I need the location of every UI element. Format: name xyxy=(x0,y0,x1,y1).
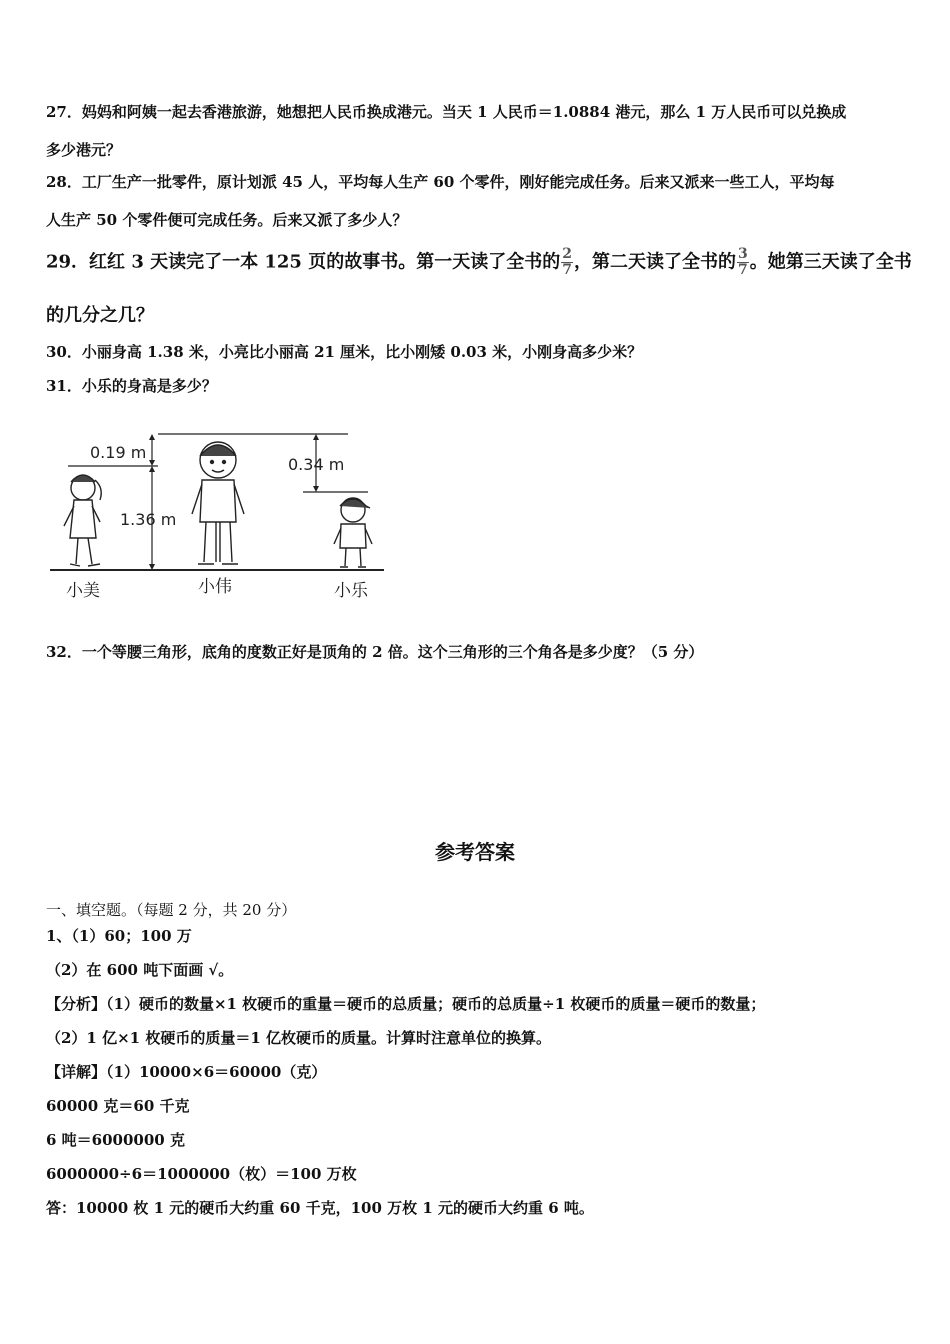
xiaomei-figure xyxy=(64,475,101,566)
q30: 30．小丽身高 1.38 米，小亮比小丽高 21 厘米，比小刚矮 0.03 米，小刚身高多少米？ xyxy=(46,343,643,361)
q29-line2: 的几分之几？ xyxy=(46,305,154,326)
label-034: 0.34 m xyxy=(288,455,345,474)
analysis-line2: （2）1 亿×1 枚硬币的质量＝1 亿枚硬币的质量。计算时注意单位的换算。 xyxy=(46,1029,551,1047)
analysis-line1: 【分析】（1）硬币的数量×1 枚硬币的重量＝硬币的总质量；硬币的总质量÷1 枚硬币的质量＝硬币的数量； xyxy=(46,995,766,1013)
fraction-numerator: 2 xyxy=(562,246,572,262)
answer-1-part2: （2）在 600 吨下面画 √。 xyxy=(46,961,234,979)
fraction-denominator: 7 xyxy=(562,262,572,278)
detail-line1: 【详解】（1）10000×6＝60000（克） xyxy=(46,1063,327,1081)
answers-title: 参考答案 xyxy=(435,840,515,864)
xiaowei-figure xyxy=(192,442,244,564)
detail-line3: 6 吨＝6000000 克 xyxy=(46,1131,185,1149)
q29-line1 xyxy=(46,247,912,278)
answer-conclusion: 答：10000 枚 1 元的硬币大约重 60 千克，100 万枚 1 元的硬币大约重 6 吨。 xyxy=(46,1199,594,1217)
xiaole-figure xyxy=(334,498,372,567)
label-019: 0.19 m xyxy=(90,443,147,462)
arrow-up xyxy=(149,434,155,440)
q27-line2: 多少港元？ xyxy=(46,141,122,159)
q28-line2: 人生产 50 个零件便可完成任务。后来又派了多少人？ xyxy=(46,211,408,229)
q29-text-part2: ，第二天读了全书的 xyxy=(573,251,736,273)
arrow-up xyxy=(313,434,319,440)
height-comparison-figure xyxy=(48,418,388,613)
q29-text-part3: 。她第三天读了全书 xyxy=(749,251,912,273)
q32: 32．一个等腰三角形，底角的度数正好是顶角的 2 倍。这个三角形的三个角各是多少度？（5 分） xyxy=(46,643,704,661)
answers-section1: 一、填空题。（每题 2 分，共 20 分） xyxy=(46,901,297,919)
q27-line1: 27．妈妈和阿姨一起去香港旅游，她想把人民币换成港元。当天 1 人民币＝1.0884 港元，那么 1 万人民币可以兑换成 xyxy=(46,103,847,121)
fraction-2-7 xyxy=(561,247,573,278)
name-xiaomei: 小美 xyxy=(66,581,100,601)
name-xiaole: 小乐 xyxy=(334,581,368,601)
fraction-3-7 xyxy=(737,247,749,278)
q29-text-part1: 29．红红 3 天读完了一本 125 页的故事书。第一天读了全书的 xyxy=(46,251,561,273)
detail-line2: 60000 克＝60 千克 xyxy=(46,1097,190,1115)
q31: 31．小乐的身高是多少？ xyxy=(46,377,217,395)
fraction-denominator: 7 xyxy=(737,262,748,278)
name-xiaowei: 小伟 xyxy=(198,577,232,597)
detail-line4: 6000000÷6＝1000000（枚）＝100 万枚 xyxy=(46,1165,357,1183)
answer-1: 1、（1）60；100 万 xyxy=(46,927,192,945)
arrow-up xyxy=(149,466,155,472)
fraction-numerator: 3 xyxy=(737,246,748,262)
arrow-down xyxy=(149,460,155,466)
arrow-down xyxy=(313,486,319,492)
q28-line1: 28．工厂生产一批零件，原计划派 45 人，平均每人生产 60 个零件，刚好能完成任务。后来又派来一些工人，平均每 xyxy=(46,173,835,191)
label-136: 1.36 m xyxy=(120,510,177,529)
